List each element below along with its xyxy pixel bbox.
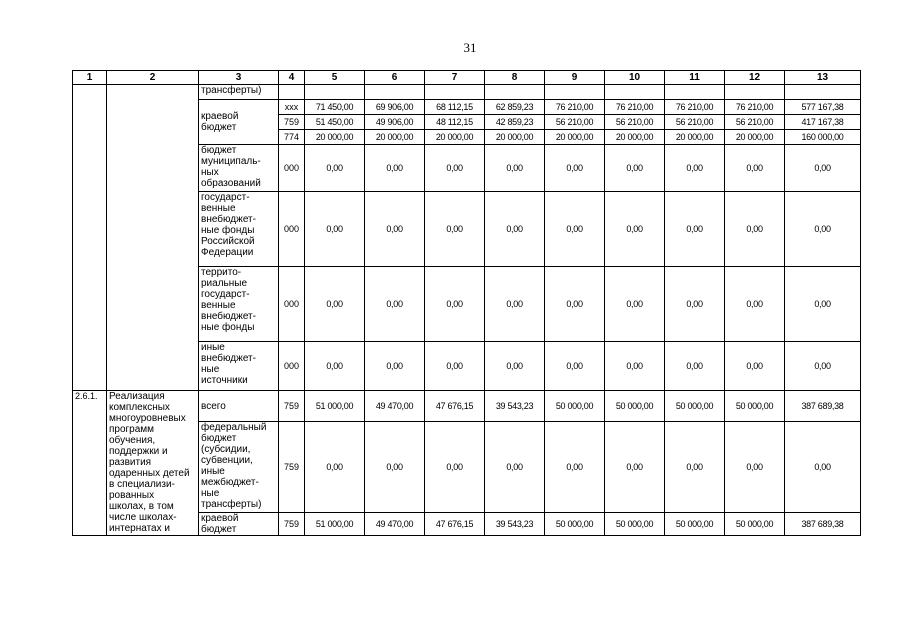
source-cell xyxy=(199,267,279,342)
value-cell xyxy=(665,85,725,100)
value-cell: 51 450,00 xyxy=(305,115,365,130)
label-line: террито- xyxy=(201,267,242,278)
value-cell: 0,00 xyxy=(425,192,485,267)
column-header: 11 xyxy=(665,71,725,85)
value-cell: 0,00 xyxy=(605,422,665,513)
label-line: федеральный xyxy=(201,422,267,433)
value-cell xyxy=(725,85,785,100)
value-cell: 0,00 xyxy=(485,342,545,391)
value-cell: 56 210,00 xyxy=(665,115,725,130)
code-cell: xxx xyxy=(279,100,305,115)
label-line: венные xyxy=(201,203,236,214)
label-line: государст- xyxy=(201,192,250,203)
value-cell: 50 000,00 xyxy=(665,391,725,422)
column-header: 9 xyxy=(545,71,605,85)
value-cell: 0,00 xyxy=(545,192,605,267)
value-cell: 0,00 xyxy=(785,145,861,192)
row-name-cell xyxy=(107,391,199,536)
value-cell: 49 470,00 xyxy=(365,391,425,422)
value-cell: 0,00 xyxy=(785,192,861,267)
label-line: обучения, xyxy=(109,435,156,446)
value-cell: 0,00 xyxy=(665,422,725,513)
value-cell: 50 000,00 xyxy=(545,391,605,422)
value-cell: 0,00 xyxy=(725,192,785,267)
value-cell xyxy=(545,85,605,100)
value-cell xyxy=(425,85,485,100)
label-line: бюджет xyxy=(201,433,237,444)
value-cell: 50 000,00 xyxy=(725,391,785,422)
value-cell: 49 906,00 xyxy=(365,115,425,130)
value-cell: 20 000,00 xyxy=(365,130,425,145)
value-cell: 0,00 xyxy=(425,422,485,513)
label-line: источники xyxy=(201,375,248,386)
label-line: ные фонды xyxy=(201,225,255,236)
value-cell: 76 210,00 xyxy=(725,100,785,115)
label-line: иные xyxy=(201,466,225,477)
value-cell: 0,00 xyxy=(725,342,785,391)
column-header: 5 xyxy=(305,71,365,85)
value-cell: 0,00 xyxy=(725,145,785,192)
code-cell: 759 xyxy=(279,391,305,422)
source-cell xyxy=(199,145,279,192)
value-cell: 0,00 xyxy=(605,267,665,342)
label-line: комплексных xyxy=(109,402,170,413)
label-line: одаренных детей xyxy=(109,468,190,479)
value-cell xyxy=(785,85,861,100)
value-cell: 0,00 xyxy=(305,267,365,342)
label-line: риальные xyxy=(201,278,248,289)
value-cell: 0,00 xyxy=(305,342,365,391)
column-header: 8 xyxy=(485,71,545,85)
label-line: ные xyxy=(201,364,220,375)
value-cell: 0,00 xyxy=(485,192,545,267)
row-number-cell xyxy=(73,85,107,391)
value-cell: 20 000,00 xyxy=(665,130,725,145)
value-cell: 0,00 xyxy=(365,145,425,192)
code-cell: 000 xyxy=(279,267,305,342)
value-cell: 0,00 xyxy=(485,145,545,192)
label-line: Российской xyxy=(201,236,255,247)
column-header: 10 xyxy=(605,71,665,85)
value-cell: 20 000,00 xyxy=(605,130,665,145)
label-line: бюджет xyxy=(201,122,237,133)
value-cell: 0,00 xyxy=(365,192,425,267)
column-header: 2 xyxy=(107,71,199,85)
label-line: субвенции, xyxy=(201,455,253,466)
column-header: 1 xyxy=(73,71,107,85)
value-cell: 0,00 xyxy=(725,422,785,513)
value-cell xyxy=(279,85,305,100)
value-cell: 387 689,38 xyxy=(785,513,861,536)
value-cell: 0,00 xyxy=(485,267,545,342)
value-cell: 0,00 xyxy=(545,145,605,192)
value-cell: 50 000,00 xyxy=(545,513,605,536)
value-cell: 0,00 xyxy=(365,342,425,391)
value-cell xyxy=(605,85,665,100)
value-cell: 51 000,00 xyxy=(305,391,365,422)
label-line: образований xyxy=(201,178,261,189)
value-cell: 0,00 xyxy=(305,192,365,267)
value-cell: 0,00 xyxy=(605,192,665,267)
label-line: числе школах- xyxy=(109,512,177,523)
label-line: (субсидии, xyxy=(201,444,251,455)
column-header: 6 xyxy=(365,71,425,85)
value-cell: 0,00 xyxy=(665,267,725,342)
source-cell xyxy=(199,342,279,391)
value-cell: 50 000,00 xyxy=(605,391,665,422)
label-line: интернатах и xyxy=(109,523,170,534)
source-cell xyxy=(199,513,279,536)
label-line: ные xyxy=(201,488,220,499)
label-line: внебюджет- xyxy=(201,311,256,322)
value-cell: 20 000,00 xyxy=(725,130,785,145)
value-cell: 577 167,38 xyxy=(785,100,861,115)
value-cell: 0,00 xyxy=(665,192,725,267)
value-cell: 20 000,00 xyxy=(485,130,545,145)
value-cell: 20 000,00 xyxy=(425,130,485,145)
value-cell: 0,00 xyxy=(305,422,365,513)
code-cell: 759 xyxy=(279,422,305,513)
value-cell: 39 543,23 xyxy=(485,513,545,536)
label-line: внебюджет- xyxy=(201,353,256,364)
label-line: межбюджет- xyxy=(201,477,259,488)
value-cell: 0,00 xyxy=(545,422,605,513)
label-line: краевой xyxy=(201,111,239,122)
value-cell: 387 689,38 xyxy=(785,391,861,422)
value-cell: 160 000,00 xyxy=(785,130,861,145)
value-cell: 47 676,15 xyxy=(425,513,485,536)
value-cell: 0,00 xyxy=(425,267,485,342)
value-cell: 48 112,15 xyxy=(425,115,485,130)
value-cell: 0,00 xyxy=(425,342,485,391)
value-cell: 42 859,23 xyxy=(485,115,545,130)
value-cell: 0,00 xyxy=(545,342,605,391)
code-cell: 000 xyxy=(279,342,305,391)
label-line: Реализация xyxy=(109,391,165,402)
value-cell: 0,00 xyxy=(365,267,425,342)
value-cell: 0,00 xyxy=(785,422,861,513)
label-line: в специализи- xyxy=(109,479,175,490)
code-cell: 000 xyxy=(279,145,305,192)
value-cell: 69 906,00 xyxy=(365,100,425,115)
table-row xyxy=(73,85,861,100)
value-cell: 51 000,00 xyxy=(305,513,365,536)
value-cell: 50 000,00 xyxy=(725,513,785,536)
source-cell xyxy=(199,391,279,422)
label-line: поддержки и xyxy=(109,446,168,457)
value-cell: 76 210,00 xyxy=(605,100,665,115)
value-cell: 0,00 xyxy=(665,342,725,391)
value-cell: 0,00 xyxy=(665,145,725,192)
label-line: государст- xyxy=(201,289,250,300)
value-cell: 68 112,15 xyxy=(425,100,485,115)
source-cell xyxy=(199,192,279,267)
value-cell: 62 859,23 xyxy=(485,100,545,115)
page-number: 31 xyxy=(463,40,477,55)
column-header: 12 xyxy=(725,71,785,85)
row-number-cell: 2.6.1. xyxy=(73,391,107,536)
source-cell xyxy=(199,100,279,145)
value-cell: 76 210,00 xyxy=(545,100,605,115)
budget-table xyxy=(72,70,861,536)
value-cell: 56 210,00 xyxy=(725,115,785,130)
value-cell: 417 167,38 xyxy=(785,115,861,130)
source-cell: трансферты) xyxy=(199,85,279,100)
value-cell: 0,00 xyxy=(305,145,365,192)
header-row xyxy=(73,71,861,85)
value-cell: 0,00 xyxy=(485,422,545,513)
label-line: краевой xyxy=(201,513,239,524)
value-cell: 56 210,00 xyxy=(545,115,605,130)
label-line: бюджет xyxy=(201,145,237,156)
label-line: развития xyxy=(109,457,152,468)
source-cell xyxy=(199,422,279,513)
value-cell: 71 450,00 xyxy=(305,100,365,115)
value-cell: 0,00 xyxy=(725,267,785,342)
value-cell: 76 210,00 xyxy=(665,100,725,115)
label-line: рованных xyxy=(109,490,155,501)
value-cell: 50 000,00 xyxy=(665,513,725,536)
label-line: иные xyxy=(201,342,225,353)
label-line: трансферты) xyxy=(201,499,262,510)
value-cell: 39 543,23 xyxy=(485,391,545,422)
label-line: Федерации xyxy=(201,247,254,258)
label-line: бюджет xyxy=(201,524,237,535)
value-cell: 0,00 xyxy=(785,267,861,342)
column-header: 7 xyxy=(425,71,485,85)
label-line: программ xyxy=(109,424,155,435)
code-cell: 774 xyxy=(279,130,305,145)
label-line: школах, в том xyxy=(109,501,174,512)
label-line: внебюджет- xyxy=(201,214,256,225)
label-line: ных xyxy=(201,167,219,178)
value-cell: 0,00 xyxy=(425,145,485,192)
value-cell: 56 210,00 xyxy=(605,115,665,130)
value-cell: 49 470,00 xyxy=(365,513,425,536)
label-line: венные xyxy=(201,300,236,311)
code-cell: 759 xyxy=(279,115,305,130)
column-header: 4 xyxy=(279,71,305,85)
label-line: многоуровневых xyxy=(109,413,186,424)
value-cell: 20 000,00 xyxy=(305,130,365,145)
column-header: 3 xyxy=(199,71,279,85)
value-cell: 0,00 xyxy=(605,342,665,391)
row-name-cell xyxy=(107,85,199,391)
value-cell: 50 000,00 xyxy=(605,513,665,536)
value-cell: 0,00 xyxy=(605,145,665,192)
value-cell: 20 000,00 xyxy=(545,130,605,145)
label-line: ные фонды xyxy=(201,322,255,333)
code-cell: 759 xyxy=(279,513,305,536)
code-cell: 000 xyxy=(279,192,305,267)
value-cell: 47 676,15 xyxy=(425,391,485,422)
value-cell: 0,00 xyxy=(545,267,605,342)
value-cell xyxy=(365,85,425,100)
value-cell xyxy=(305,85,365,100)
value-cell xyxy=(485,85,545,100)
value-cell: 0,00 xyxy=(785,342,861,391)
table-row xyxy=(73,391,861,422)
value-cell: 0,00 xyxy=(365,422,425,513)
label-line: муниципаль- xyxy=(201,156,261,167)
label-line: всего xyxy=(201,400,226,412)
column-header: 13 xyxy=(785,71,861,85)
